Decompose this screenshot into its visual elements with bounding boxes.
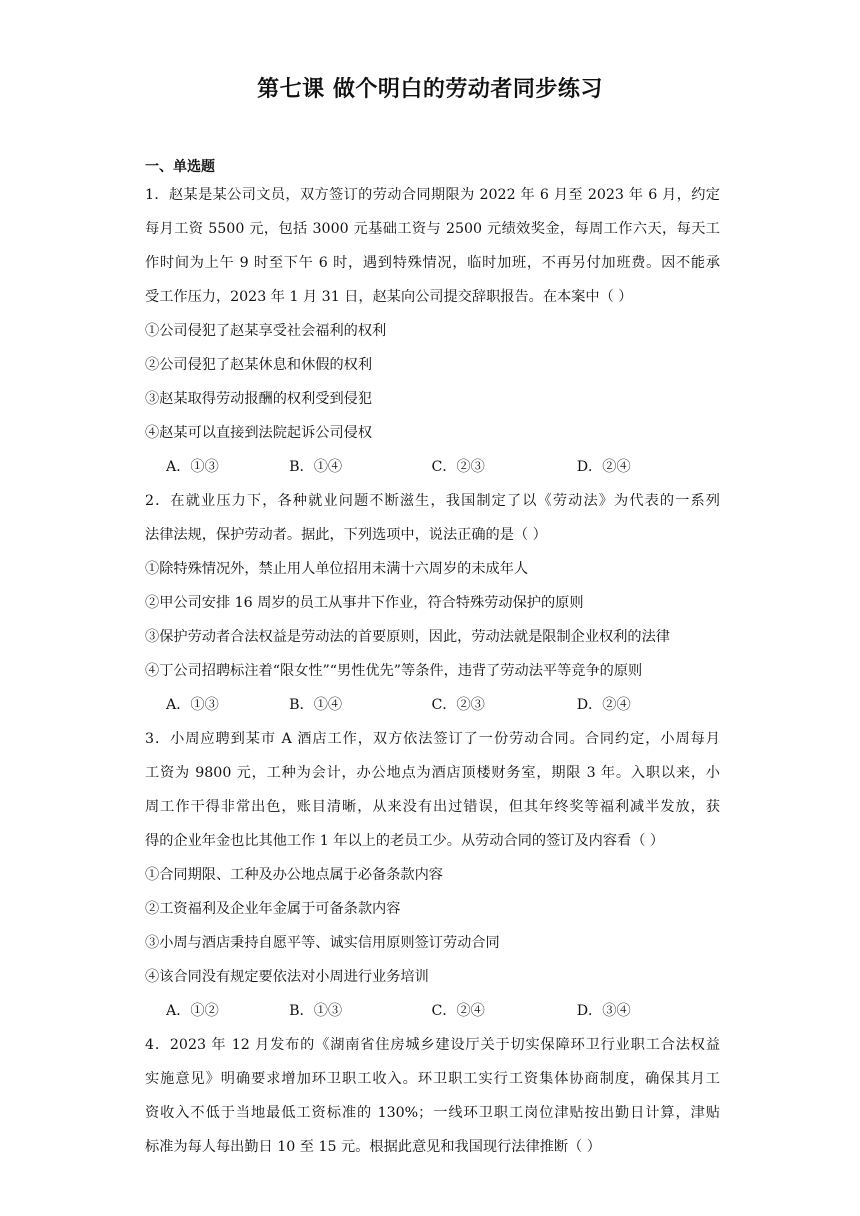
statement-item: ④赵某可以直接到法院起诉公司侵权 — [145, 425, 373, 441]
question-list — [145, 178, 720, 1164]
question-text-line: 1．赵某是某公司文员，双方签订的劳动合同期限为 2022 年 6 月至 2023 年 6 月，约定 — [145, 187, 720, 203]
statement-item: ③保护劳动者合法权益是劳动法的首要原则，因此，劳动法就是限制企业权利的法律 — [145, 629, 670, 645]
question-text-line: 4．2023 年 12 月发布的《湖南省住房城乡建设厅关于切实保障环卫行业职工合法权益 — [145, 1037, 720, 1053]
question-3 — [145, 722, 720, 1028]
question-2 — [145, 484, 720, 722]
answer-option-c[interactable]: C．②④ — [431, 1003, 485, 1019]
answer-option-b[interactable]: B．①④ — [289, 697, 343, 713]
statement-item: ③赵某取得劳动报酬的权利受到侵犯 — [145, 391, 373, 407]
question-text-line: 实施意见》明确要求增加环卫职工收入。环卫职工实行工资集体协商制度，确保其月工 — [145, 1071, 720, 1087]
question-text-line: 得的企业年金也比其他工作 1 年以上的老员工少。从劳动合同的签订及内容看（ ） — [145, 833, 665, 849]
answer-option-d[interactable]: D．②④ — [576, 697, 631, 713]
section-heading: 一、单选题 — [145, 159, 215, 175]
answer-options — [145, 450, 720, 484]
question-text-line: 3．小周应聘到某市 A 酒店工作，双方依法签订了一份劳动合同。合同约定，小周每月 — [145, 731, 720, 747]
statement-item: ①公司侵犯了赵某享受社会福利的权利 — [145, 323, 387, 339]
answer-option-b[interactable]: B．①④ — [289, 459, 343, 475]
answer-option-a[interactable]: A．①③ — [166, 459, 219, 475]
question-text-line: 标准为每人每出勤日 10 至 15 元。根据此意见和我国现行法律推断（ ） — [145, 1139, 601, 1155]
question-1 — [145, 178, 720, 484]
statement-item: ②公司侵犯了赵某休息和休假的权利 — [145, 357, 373, 373]
question-text-line: 受工作压力，2023 年 1 月 31 日，赵某向公司提交辞职报告。在本案中（ ） — [145, 289, 633, 305]
question-text-line: 资收入不低于当地最低工资标准的 130%；一线环卫职工岗位津贴按出勤日计算，津贴 — [145, 1105, 720, 1121]
statement-item: ②甲公司安排 16 周岁的员工从事井下作业，符合特殊劳动保护的原则 — [145, 595, 584, 611]
answer-option-a[interactable]: A．①② — [166, 1003, 219, 1019]
answer-option-c[interactable]: C．②③ — [431, 697, 485, 713]
answer-option-a[interactable]: A．①③ — [166, 697, 219, 713]
statement-item: ④丁公司招聘标注着“限女性”“男性优先”等条件，违背了劳动法平等竞争的原则 — [145, 663, 643, 679]
answer-options — [145, 994, 720, 1028]
question-text-line: 工资为 9800 元，工种为会计，办公地点为酒店顶楼财务室，期限 3 年。入职以来，小 — [145, 765, 720, 781]
answer-options — [145, 688, 720, 722]
question-text-line: 法律法规，保护劳动者。据此，下列选项中，说法正确的是（ ） — [145, 527, 547, 543]
statement-item: ④该合同没有规定要依法对小周进行业务培训 — [145, 969, 429, 985]
statement-item: ②工资福利及企业年金属于可备条款内容 — [145, 901, 401, 917]
question-text-line: 周工作干得非常出色，账目清晰，从来没有出过错误，但其年终奖等福利减半发放，获 — [145, 799, 720, 815]
statement-item: ①合同期限、工种及办公地点属于必备条款内容 — [145, 867, 443, 883]
page-title: 第七课 做个明白的劳动者同步练习 — [257, 77, 603, 102]
answer-option-b[interactable]: B．①③ — [289, 1003, 343, 1019]
answer-option-d[interactable]: D．③④ — [576, 1003, 631, 1019]
question-text-line: 2．在就业压力下，各种就业问题不断滋生，我国制定了以《劳动法》为代表的一系列 — [145, 493, 720, 509]
answer-option-c[interactable]: C．②③ — [431, 459, 485, 475]
question-4 — [145, 1028, 720, 1164]
statement-item: ①除特殊情况外，禁止用人单位招用未满十六周岁的未成年人 — [145, 561, 529, 577]
statement-item: ③小周与酒店秉持自愿平等、诚实信用原则签订劳动合同 — [145, 935, 500, 951]
question-text-line: 作时间为上午 9 时至下午 6 时，遇到特殊情况，临时加班，不再另付加班费。因不能承 — [145, 255, 720, 271]
question-text-line: 每月工资 5500 元，包括 3000 元基础工资与 2500 元绩效奖金，每周工作六天，每天工 — [145, 221, 720, 237]
answer-option-d[interactable]: D．②④ — [576, 459, 631, 475]
